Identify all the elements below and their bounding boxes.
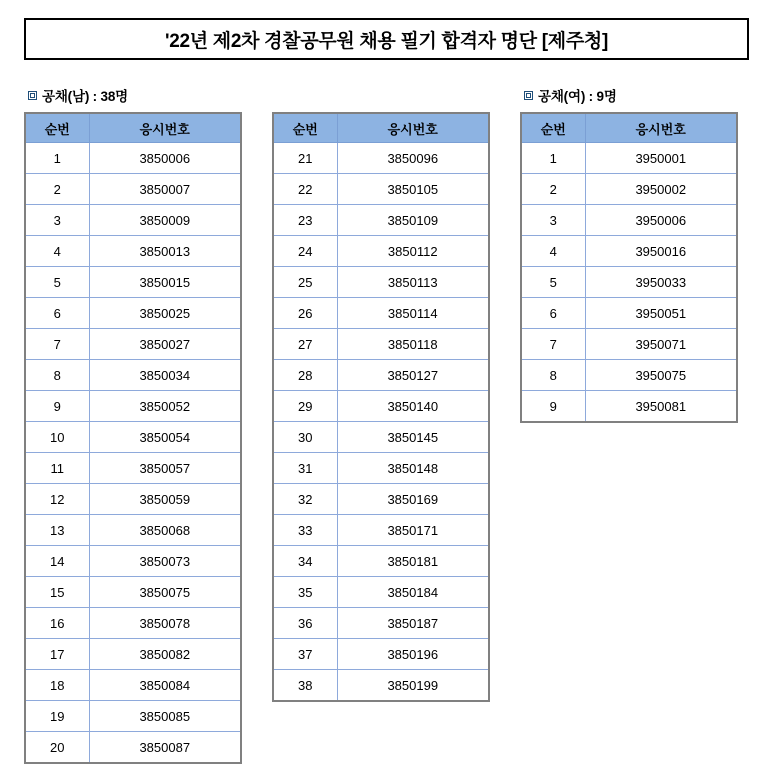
cell-exam-number: 3850113 bbox=[337, 267, 489, 298]
column-header-id: 응시번호 bbox=[585, 113, 737, 143]
table-row bbox=[273, 174, 489, 205]
cell-no: 32 bbox=[273, 484, 337, 515]
table-row bbox=[25, 422, 241, 453]
cell-exam-number: 3950051 bbox=[585, 298, 737, 329]
cell-exam-number: 3850096 bbox=[337, 143, 489, 174]
section-heading-male-label: 공채(남) : 38명 bbox=[42, 89, 128, 104]
cell-no: 12 bbox=[25, 484, 89, 515]
cell-exam-number: 3850148 bbox=[337, 453, 489, 484]
table-row bbox=[25, 174, 241, 205]
cell-no: 27 bbox=[273, 329, 337, 360]
table-row bbox=[25, 608, 241, 639]
cell-exam-number: 3850009 bbox=[89, 205, 241, 236]
cell-exam-number: 3850007 bbox=[89, 174, 241, 205]
cell-no: 21 bbox=[273, 143, 337, 174]
cell-exam-number: 3850075 bbox=[89, 577, 241, 608]
table-body-male-part1 bbox=[25, 143, 241, 764]
cell-no: 10 bbox=[25, 422, 89, 453]
cell-exam-number: 3850057 bbox=[89, 453, 241, 484]
table-row bbox=[273, 453, 489, 484]
table-row bbox=[521, 298, 737, 329]
table-body-female bbox=[521, 143, 737, 423]
table-row bbox=[273, 236, 489, 267]
cell-exam-number: 3850006 bbox=[89, 143, 241, 174]
table-row bbox=[25, 732, 241, 764]
cell-no: 15 bbox=[25, 577, 89, 608]
table-row bbox=[273, 577, 489, 608]
table-row bbox=[521, 360, 737, 391]
cell-exam-number: 3850196 bbox=[337, 639, 489, 670]
table-row bbox=[521, 205, 737, 236]
cell-no: 14 bbox=[25, 546, 89, 577]
cell-no: 23 bbox=[273, 205, 337, 236]
cell-exam-number: 3850112 bbox=[337, 236, 489, 267]
table-row bbox=[273, 391, 489, 422]
cell-exam-number: 3950002 bbox=[585, 174, 737, 205]
table-row bbox=[25, 391, 241, 422]
table-row bbox=[25, 577, 241, 608]
section-heading-male bbox=[28, 85, 128, 105]
cell-exam-number: 3950081 bbox=[585, 391, 737, 423]
section-heading-female bbox=[524, 85, 617, 105]
cell-exam-number: 3950071 bbox=[585, 329, 737, 360]
section-heading-female-label: 공채(여) : 9명 bbox=[538, 89, 617, 104]
cell-no: 31 bbox=[273, 453, 337, 484]
table-male-part2 bbox=[272, 112, 490, 702]
cell-no: 6 bbox=[521, 298, 585, 329]
cell-no: 9 bbox=[521, 391, 585, 423]
table-row bbox=[25, 670, 241, 701]
cell-exam-number: 3850114 bbox=[337, 298, 489, 329]
table-row bbox=[273, 298, 489, 329]
table-row bbox=[521, 267, 737, 298]
table-row bbox=[273, 546, 489, 577]
cell-exam-number: 3850034 bbox=[89, 360, 241, 391]
table-row bbox=[273, 639, 489, 670]
table-row bbox=[25, 143, 241, 174]
cell-no: 19 bbox=[25, 701, 89, 732]
cell-no: 20 bbox=[25, 732, 89, 764]
table-row bbox=[273, 329, 489, 360]
column-header-no: 순번 bbox=[25, 113, 89, 143]
cell-no: 25 bbox=[273, 267, 337, 298]
cell-no: 35 bbox=[273, 577, 337, 608]
cell-exam-number: 3850187 bbox=[337, 608, 489, 639]
cell-no: 8 bbox=[521, 360, 585, 391]
table-row bbox=[25, 329, 241, 360]
cell-no: 7 bbox=[521, 329, 585, 360]
cell-no: 13 bbox=[25, 515, 89, 546]
cell-exam-number: 3850181 bbox=[337, 546, 489, 577]
document-title-banner bbox=[24, 18, 749, 60]
cell-exam-number: 3850059 bbox=[89, 484, 241, 515]
cell-no: 3 bbox=[521, 205, 585, 236]
cell-no: 37 bbox=[273, 639, 337, 670]
table-row bbox=[273, 515, 489, 546]
bullet-square-icon bbox=[524, 91, 533, 100]
table-row bbox=[25, 360, 241, 391]
bullet-square-icon bbox=[28, 91, 37, 100]
table-female bbox=[520, 112, 738, 423]
table-row bbox=[273, 422, 489, 453]
cell-no: 2 bbox=[521, 174, 585, 205]
cell-no: 17 bbox=[25, 639, 89, 670]
cell-no: 38 bbox=[273, 670, 337, 702]
table-row bbox=[25, 236, 241, 267]
column-header-id: 응시번호 bbox=[89, 113, 241, 143]
table-row bbox=[521, 174, 737, 205]
cell-exam-number: 3850169 bbox=[337, 484, 489, 515]
table-header-row bbox=[521, 113, 737, 143]
cell-exam-number: 3850082 bbox=[89, 639, 241, 670]
cell-no: 34 bbox=[273, 546, 337, 577]
cell-exam-number: 3850068 bbox=[89, 515, 241, 546]
table-row bbox=[273, 608, 489, 639]
cell-exam-number: 3850199 bbox=[337, 670, 489, 702]
table-header-row bbox=[25, 113, 241, 143]
cell-no: 30 bbox=[273, 422, 337, 453]
cell-no: 22 bbox=[273, 174, 337, 205]
table-row bbox=[25, 484, 241, 515]
cell-no: 8 bbox=[25, 360, 89, 391]
table-header-row bbox=[273, 113, 489, 143]
table-row bbox=[521, 329, 737, 360]
page-title: '22년 제2차 경찰공무원 채용 필기 합격자 명단 [제주청] bbox=[164, 30, 608, 52]
cell-exam-number: 3850052 bbox=[89, 391, 241, 422]
table-row bbox=[273, 267, 489, 298]
cell-exam-number: 3850073 bbox=[89, 546, 241, 577]
cell-exam-number: 3850105 bbox=[337, 174, 489, 205]
cell-no: 29 bbox=[273, 391, 337, 422]
cell-exam-number: 3850085 bbox=[89, 701, 241, 732]
cell-exam-number: 3850145 bbox=[337, 422, 489, 453]
cell-exam-number: 3850171 bbox=[337, 515, 489, 546]
cell-no: 11 bbox=[25, 453, 89, 484]
table-row bbox=[273, 670, 489, 702]
table-row bbox=[521, 391, 737, 423]
cell-no: 36 bbox=[273, 608, 337, 639]
table-row bbox=[25, 298, 241, 329]
cell-no: 9 bbox=[25, 391, 89, 422]
cell-no: 28 bbox=[273, 360, 337, 391]
table-male-part1 bbox=[24, 112, 242, 764]
cell-no: 24 bbox=[273, 236, 337, 267]
cell-no: 5 bbox=[521, 267, 585, 298]
cell-exam-number: 3950033 bbox=[585, 267, 737, 298]
cell-exam-number: 3850118 bbox=[337, 329, 489, 360]
column-header-no: 순번 bbox=[521, 113, 585, 143]
cell-exam-number: 3950006 bbox=[585, 205, 737, 236]
table-row bbox=[25, 267, 241, 298]
cell-exam-number: 3850054 bbox=[89, 422, 241, 453]
cell-no: 4 bbox=[25, 236, 89, 267]
table-row bbox=[25, 453, 241, 484]
cell-no: 1 bbox=[25, 143, 89, 174]
cell-exam-number: 3850084 bbox=[89, 670, 241, 701]
cell-no: 7 bbox=[25, 329, 89, 360]
cell-exam-number: 3950075 bbox=[585, 360, 737, 391]
cell-no: 4 bbox=[521, 236, 585, 267]
cell-no: 1 bbox=[521, 143, 585, 174]
table-row bbox=[25, 205, 241, 236]
cell-no: 33 bbox=[273, 515, 337, 546]
table-row bbox=[521, 236, 737, 267]
cell-no: 26 bbox=[273, 298, 337, 329]
cell-no: 5 bbox=[25, 267, 89, 298]
cell-exam-number: 3850025 bbox=[89, 298, 241, 329]
cell-no: 18 bbox=[25, 670, 89, 701]
cell-no: 16 bbox=[25, 608, 89, 639]
cell-exam-number: 3850015 bbox=[89, 267, 241, 298]
table-row bbox=[273, 360, 489, 391]
cell-no: 3 bbox=[25, 205, 89, 236]
table-row bbox=[273, 143, 489, 174]
table-row bbox=[273, 205, 489, 236]
cell-exam-number: 3850109 bbox=[337, 205, 489, 236]
column-header-no: 순번 bbox=[273, 113, 337, 143]
cell-exam-number: 3850013 bbox=[89, 236, 241, 267]
table-row bbox=[25, 546, 241, 577]
table-row bbox=[273, 484, 489, 515]
cell-exam-number: 3950016 bbox=[585, 236, 737, 267]
table-row bbox=[521, 143, 737, 174]
cell-no: 2 bbox=[25, 174, 89, 205]
cell-exam-number: 3850087 bbox=[89, 732, 241, 764]
cell-exam-number: 3850027 bbox=[89, 329, 241, 360]
cell-exam-number: 3950001 bbox=[585, 143, 737, 174]
cell-exam-number: 3850078 bbox=[89, 608, 241, 639]
table-body-male-part2 bbox=[273, 143, 489, 702]
cell-no: 6 bbox=[25, 298, 89, 329]
cell-exam-number: 3850127 bbox=[337, 360, 489, 391]
table-row bbox=[25, 515, 241, 546]
cell-exam-number: 3850140 bbox=[337, 391, 489, 422]
column-header-id: 응시번호 bbox=[337, 113, 489, 143]
table-row bbox=[25, 701, 241, 732]
cell-exam-number: 3850184 bbox=[337, 577, 489, 608]
table-row bbox=[25, 639, 241, 670]
